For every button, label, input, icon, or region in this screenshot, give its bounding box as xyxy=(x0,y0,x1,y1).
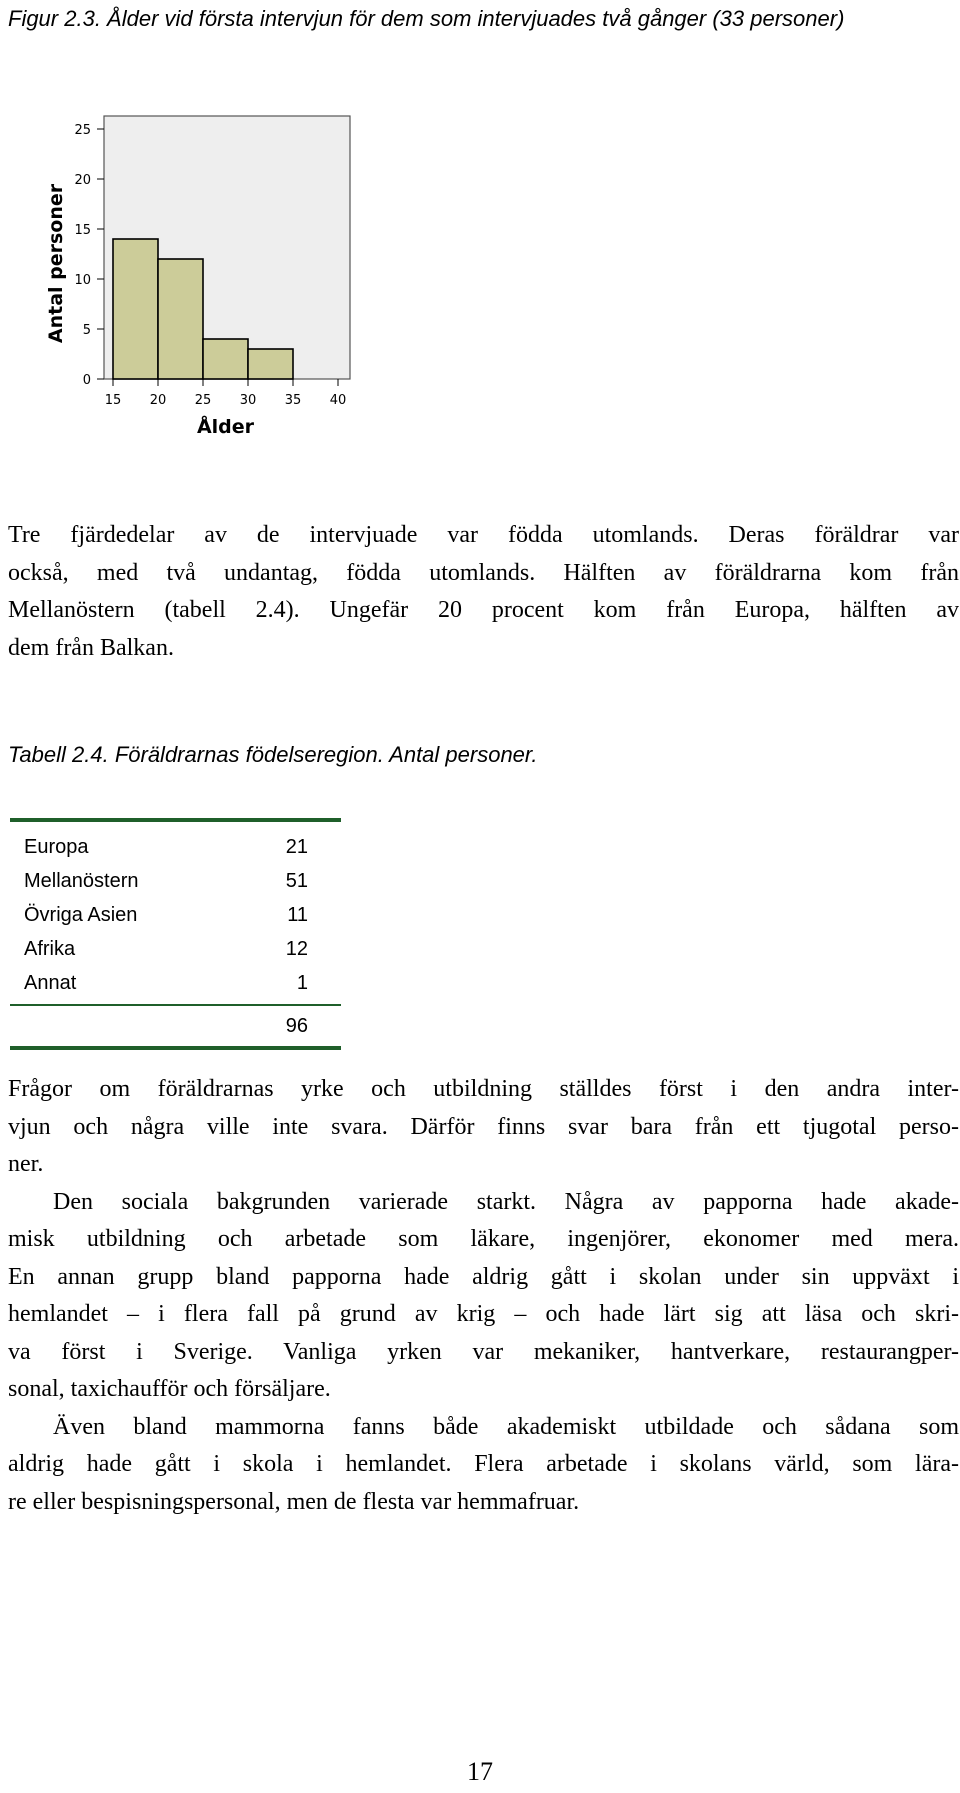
table-row xyxy=(10,898,341,932)
table-total-value: 96 xyxy=(285,1015,308,1037)
birth-region-table xyxy=(10,818,341,1050)
x-tick-label: 35 xyxy=(284,393,302,408)
row-value: 51 xyxy=(285,870,308,892)
paragraph-line: re eller bespisningspersonal, men de flesta var hemmafruar. xyxy=(8,1488,580,1515)
row-label: Afrika xyxy=(24,938,76,960)
y-tick-label: 0 xyxy=(82,373,91,388)
y-tick-label: 5 xyxy=(82,323,91,338)
paragraph-line: vjun och några ville inte svara. Därför finns svar bara från ett tjugotal perso- xyxy=(8,1113,959,1140)
figure-caption: Figur 2.3. Ålder vid första intervjun för dem som intervjuades två gånger (33 personer) xyxy=(8,6,845,31)
y-axis-label: Antal personer xyxy=(45,183,67,344)
histogram-bar xyxy=(203,339,248,379)
table-row xyxy=(10,864,341,898)
paragraph-line: ner. xyxy=(8,1151,44,1177)
table-total-row xyxy=(10,1004,341,1046)
age-histogram-chart xyxy=(0,100,360,440)
x-tick-label: 20 xyxy=(149,393,167,408)
paragraph-parents-background xyxy=(8,1071,959,1521)
paragraph-line: En annan grupp bland papporna hade aldrig gått i skolan under sin uppväxt i xyxy=(8,1263,959,1290)
y-tick-label: 25 xyxy=(74,123,91,138)
paragraph-line: aldrig hade gått i skola i hemlandet. Flera arbetade i skolans värld, som lära- xyxy=(8,1451,959,1477)
y-tick-label: 15 xyxy=(74,223,91,238)
histogram-bar xyxy=(158,259,203,379)
paragraph-line: hemlandet – i flera fall på grund av krig – och hade lärt sig att läsa och skri- xyxy=(8,1301,959,1327)
histogram-bar xyxy=(113,239,158,379)
row-value: 1 xyxy=(296,972,308,994)
paragraph-line: Frågor om föräldrarnas yrke och utbildning ställdes först i den andra inter- xyxy=(8,1076,959,1102)
paragraph-line: också, med två undantag, födda utomlands. Hälften av föräldrarna kom från xyxy=(8,559,959,586)
paragraph-line: Även bland mammorna fanns både akademiskt utbildade och sådana som xyxy=(53,1413,959,1440)
table-caption: Tabell 2.4. Föräldrarnas födelseregion. Antal personer. xyxy=(8,742,538,767)
x-tick-label: 25 xyxy=(194,393,212,408)
table-row xyxy=(10,966,341,1000)
paragraph-line: Den sociala bakgrunden varierade starkt. Några av papporna hade akade- xyxy=(53,1188,959,1215)
row-value: 21 xyxy=(285,836,308,858)
row-value: 11 xyxy=(287,904,308,926)
y-tick-label: 10 xyxy=(74,273,91,288)
histogram-bar xyxy=(248,349,293,379)
x-tick-label: 40 xyxy=(329,393,347,408)
x-axis-label: Ålder xyxy=(196,416,255,438)
page-number: 17 xyxy=(467,1757,493,1786)
paragraph-line: Mellanöstern (tabell 2.4). Ungefär 20 procent kom från Europa, hälften av xyxy=(8,597,959,623)
paragraph-line: sonal, taxichaufför och försäljare. xyxy=(8,1376,331,1402)
table-row xyxy=(10,932,341,966)
paragraph-birthplace xyxy=(8,517,959,667)
x-tick-label: 30 xyxy=(239,393,257,408)
x-tick-label: 15 xyxy=(104,393,122,408)
table-row xyxy=(10,830,341,864)
paragraph-line: va först i Sverige. Vanliga yrken var mekaniker, hantverkare, restaurangper- xyxy=(8,1338,959,1365)
row-label: Annat xyxy=(24,972,77,994)
row-label: Övriga Asien xyxy=(24,904,138,926)
table-body xyxy=(10,822,341,1004)
paragraph-line: misk utbildning och arbetade som läkare, ingenjörer, ekonomer med mera. xyxy=(8,1226,959,1252)
paragraph-line: Tre fjärdedelar av de intervjuade var födda utomlands. Deras föräldrar var xyxy=(8,522,959,548)
row-label: Mellanöstern xyxy=(24,870,139,892)
row-value: 12 xyxy=(285,938,308,960)
row-label: Europa xyxy=(24,836,89,858)
paragraph-line: dem från Balkan. xyxy=(8,634,174,661)
y-tick-label: 20 xyxy=(74,173,91,188)
